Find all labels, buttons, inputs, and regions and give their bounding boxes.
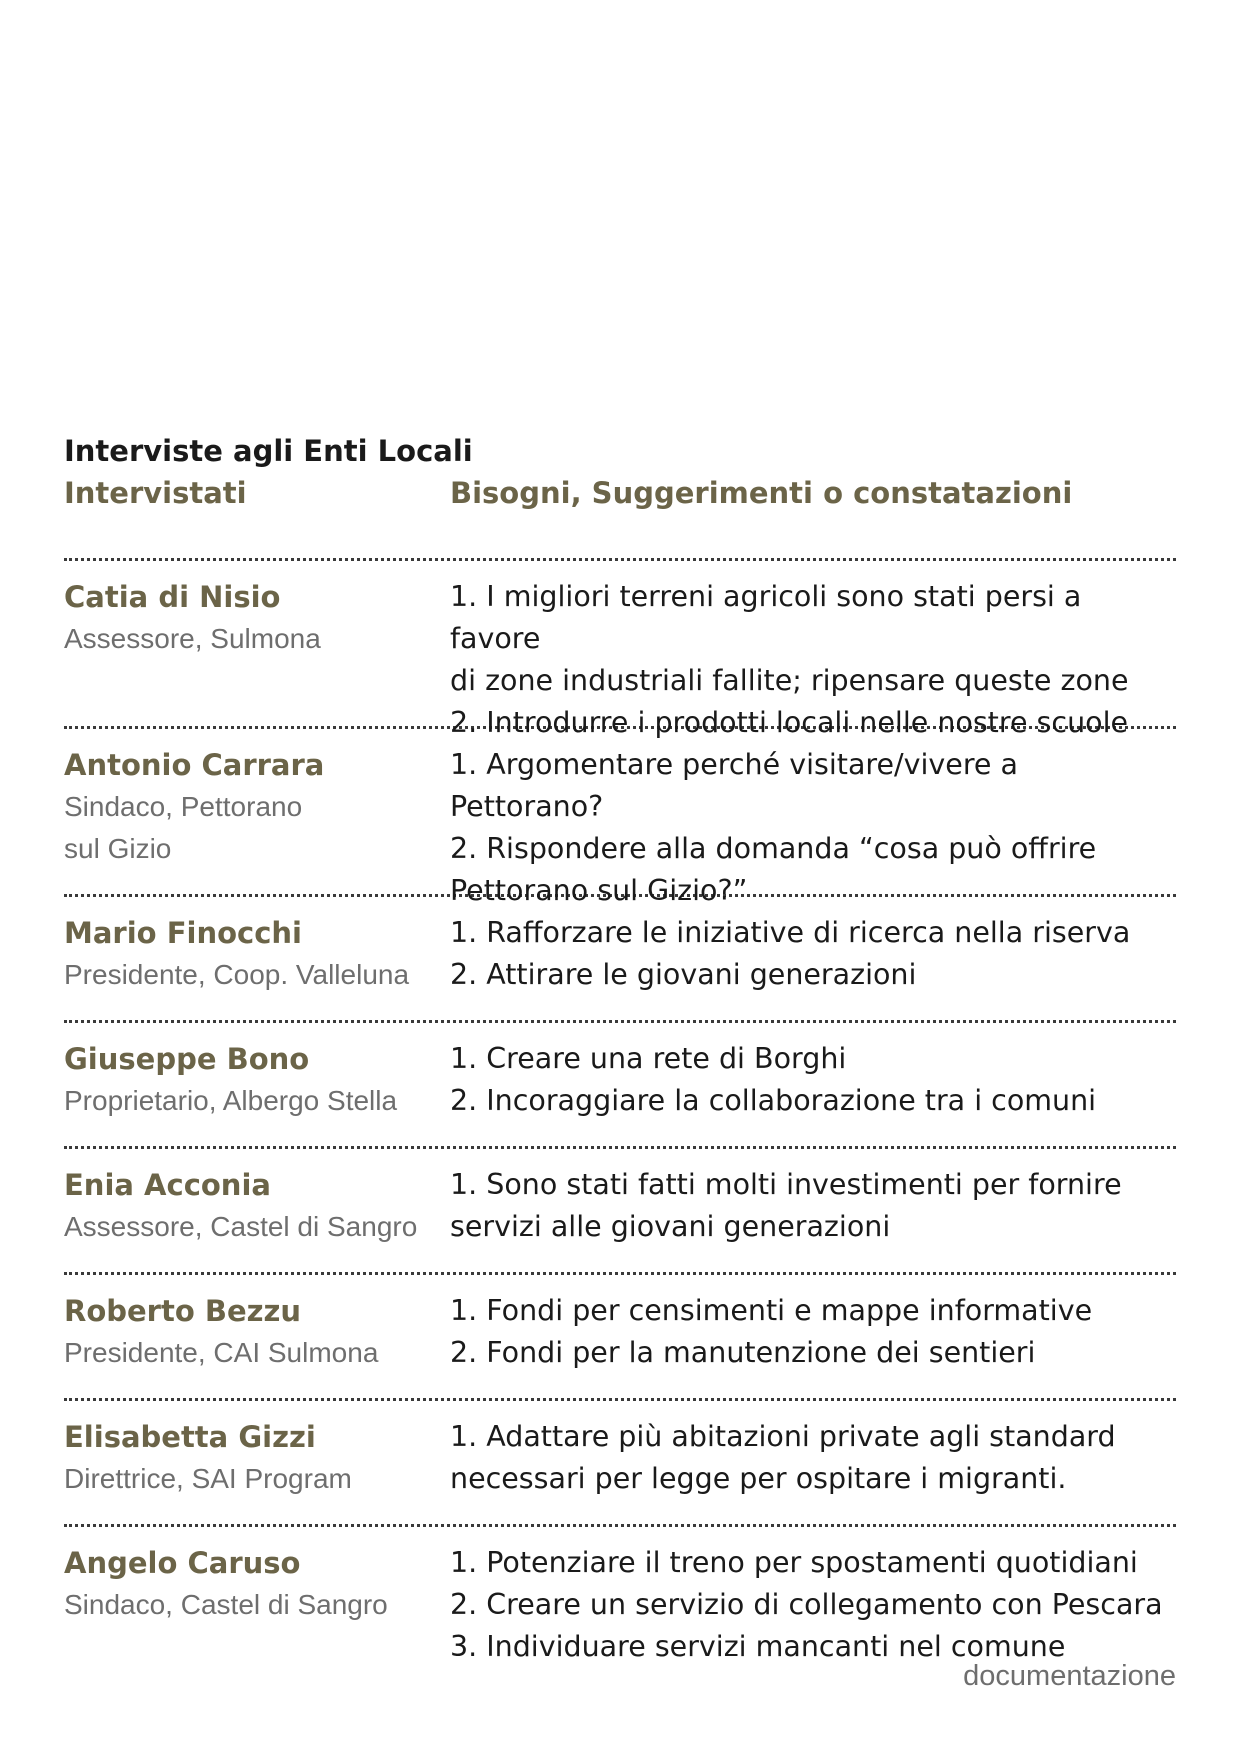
- interviewee-role: Assessore, Castel di Sangro: [64, 1211, 418, 1242]
- needs-cell: [450, 1290, 1176, 1398]
- interviewee-name: Angelo Caruso: [64, 1546, 301, 1580]
- table-row: [64, 894, 1176, 1020]
- need-item: 1. Sono stati fatti molti investimenti per fornire servizi alle giovani generazioni: [450, 1168, 1122, 1243]
- interviewee-cell: [64, 1416, 450, 1524]
- interviewee-role: Sindaco, Pettorano sul Gizio: [64, 791, 303, 864]
- interviewee-name: Antonio Carrara: [64, 748, 325, 782]
- needs-cell: [450, 912, 1176, 1020]
- interviewee-role: Presidente, Coop. Valleluna: [64, 959, 410, 990]
- need-item: 1. Adattare più abitazioni private agli standard necessari per legge per ospitare i migranti.: [450, 1420, 1116, 1495]
- column-header-needs: Bisogni, Suggerimenti o constatazioni: [450, 476, 1073, 510]
- interviewee-cell: [64, 1164, 450, 1272]
- interviewee-name: Giuseppe Bono: [64, 1042, 310, 1076]
- needs-cell: [450, 1038, 1176, 1146]
- table-row: [64, 1020, 1176, 1146]
- need-item: 2. Rispondere alla domanda “cosa può offrire Pettorano sul Gizio?”: [450, 832, 1097, 907]
- interviewee-role: Assessore, Sulmona: [64, 623, 321, 654]
- need-item: 2. Creare un servizio di collegamento con Pescara: [450, 1588, 1163, 1621]
- need-item: 1. Fondi per censimenti e mappe informative: [450, 1294, 1093, 1327]
- need-item: 1. Argomentare perché visitare/vivere a Pettorano?: [450, 748, 1018, 823]
- page-footer-section-label: documentazione: [963, 1660, 1176, 1692]
- needs-cell: [450, 1416, 1176, 1524]
- needs-cell: [450, 1164, 1176, 1272]
- document-page: [64, 430, 1176, 1674]
- need-item: 2. Fondi per la manutenzione dei sentieri: [450, 1336, 1036, 1369]
- need-item: 2. Introdurre i prodotti locali nelle nostre scuole: [450, 706, 1129, 739]
- needs-cell: [450, 1542, 1176, 1674]
- column-header-interviewees: Intervistati: [64, 476, 247, 510]
- interviewee-role: Presidente, CAI Sulmona: [64, 1337, 379, 1368]
- table-row: [64, 1398, 1176, 1524]
- interviewee-role: Sindaco, Castel di Sangro: [64, 1589, 388, 1620]
- interviewee-cell: [64, 912, 450, 1020]
- interviewee-name: Elisabetta Gizzi: [64, 1420, 316, 1454]
- need-item: 1. Rafforzare le iniziative di ricerca nella riserva: [450, 916, 1131, 949]
- table-row: [64, 726, 1176, 907]
- interviewee-name: Enia Acconia: [64, 1168, 271, 1202]
- interviewee-role: Proprietario, Albergo Stella: [64, 1085, 398, 1116]
- needs-cell: [450, 744, 1176, 907]
- document-title: Interviste agli Enti Locali: [64, 434, 473, 468]
- interviewee-cell: [64, 1038, 450, 1146]
- interviewee-cell: [64, 744, 450, 894]
- need-item: 1. I migliori terreni agricoli sono stati persi a favore di zone industriali fallite; ripensare queste zone: [450, 580, 1129, 697]
- table-row: [64, 558, 1176, 739]
- table-row: [64, 1146, 1176, 1272]
- table-row: [64, 1524, 1176, 1674]
- need-item: 3. Individuare servizi mancanti nel comune: [450, 1630, 1066, 1663]
- need-item: 2. Incoraggiare la collaborazione tra i comuni: [450, 1084, 1097, 1117]
- interviewee-name: Roberto Bezzu: [64, 1294, 302, 1328]
- interviewee-cell: [64, 576, 450, 726]
- interviewee-name: Catia di Nisio: [64, 580, 281, 614]
- interviewee-role: Direttrice, SAI Program: [64, 1463, 352, 1494]
- need-item: 1. Creare una rete di Borghi: [450, 1042, 847, 1075]
- interviewee-cell: [64, 1542, 450, 1674]
- interviewee-name: Mario Finocchi: [64, 916, 302, 950]
- table-header: [64, 472, 1176, 514]
- table-row: [64, 1272, 1176, 1398]
- interviewee-cell: [64, 1290, 450, 1398]
- needs-cell: [450, 576, 1176, 739]
- need-item: 2. Attirare le giovani generazioni: [450, 958, 917, 991]
- need-item: 1. Potenziare il treno per spostamenti quotidiani: [450, 1546, 1138, 1579]
